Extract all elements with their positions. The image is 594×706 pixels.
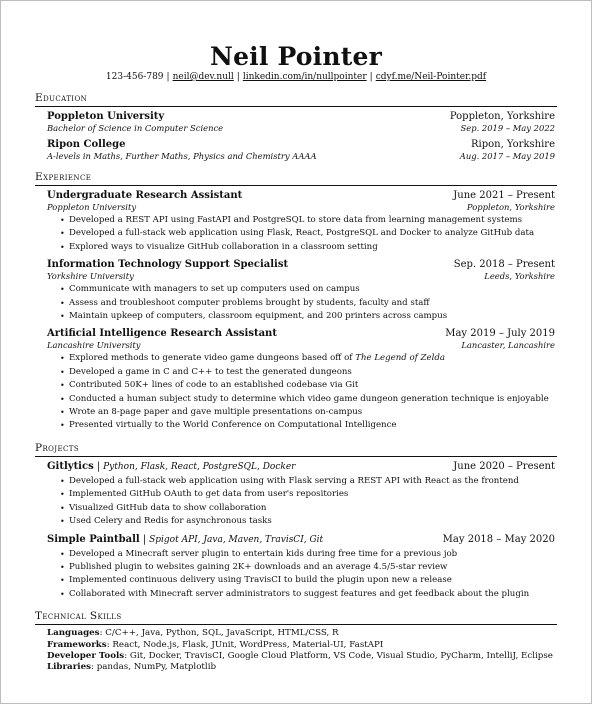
game-title: The Legend of Zelda — [355, 353, 445, 364]
bullet-icon: • — [60, 503, 65, 513]
list-item: • Developed a game in C and C++ to test the generated dungeons — [69, 366, 555, 379]
experience-entry — [47, 258, 555, 323]
job-location: Poppleton, Yorkshire — [466, 202, 555, 212]
bullet-icon: • — [60, 517, 65, 527]
bullet-icon: • — [60, 549, 65, 559]
list-item: • Developed a full-stack web application using with Flask serving a REST API with React as the frontend — [69, 475, 555, 488]
experience-entry — [47, 327, 555, 432]
education-dates: Sep. 2019 – May 2022 — [460, 123, 555, 133]
bullet-icon: • — [60, 589, 65, 599]
list-item: • Visualized GitHub data to show collaboration — [69, 502, 555, 515]
education-entry — [47, 110, 555, 134]
list-item: • Implemented GitHub OAuth to get data from user's repositories — [69, 488, 555, 501]
list-item: • Collaborated with Minecraft server administrators to suggest features and get feedback about the plugin — [69, 588, 555, 601]
school-location: Ripon, Yorkshire — [470, 139, 555, 150]
bullet-icon: • — [60, 576, 65, 586]
person-name: Neil Pointer — [210, 42, 382, 71]
school-name: Poppleton University — [47, 111, 165, 122]
project-name: Simple Paintball — [47, 533, 140, 545]
job-dates: Sep. 2018 – Present — [453, 259, 555, 271]
list-item: • Explored methods to generate video game dungeons based off of The Legend of Zelda — [69, 352, 555, 365]
section-title-skills: Technical Skills — [35, 610, 557, 625]
list-item: • Assess and troubleshoot computer problems brought by students, faculty and staff — [69, 297, 555, 310]
skill-line-libraries: Libraries: pandas, NumPy, Matplotlib — [47, 662, 217, 673]
education-section — [35, 92, 557, 162]
job-role: Artificial Intelligence Research Assistant — [47, 328, 277, 340]
email-link[interactable]: neil@dev.null — [172, 72, 234, 82]
bullet-icon: • — [60, 421, 65, 431]
skill-line-languages: Languages: C/C++, Java, Python, SQL, JavaScript, HTML/CSS, R — [47, 628, 339, 639]
experience-section — [35, 171, 557, 433]
bullet-icon: • — [60, 562, 65, 572]
list-item: • Presented virtually to the World Conference on Computational Intelligence — [69, 419, 555, 432]
skill-line-developer-tools: Developer Tools: Git, Docker, TravisCI, Google Cloud Platform, VS Code, Visual Studio, PyCharm, IntelliJ, Eclipse — [47, 650, 553, 661]
list-item: • Developed a REST API using FastAPI and PostgreSQL to store data from learning management systems — [69, 214, 555, 227]
job-role: Information Technology Support Specialist — [47, 259, 289, 271]
project-entry — [47, 460, 555, 529]
school-name: Ripon College — [47, 139, 126, 150]
education-dates: Aug. 2017 – May 2019 — [459, 151, 555, 161]
list-item: • Maintain upkeep of computers, classroom equipment, and 200 printers across campus — [69, 310, 555, 323]
list-item: • Used Celery and Redis for asynchronous tasks — [69, 515, 555, 528]
job-location: Lancaster, Lancashire — [461, 340, 555, 351]
project-tech-stack: Python, Flask, React, PostgreSQL, Docker — [103, 461, 296, 472]
bullet-icon: • — [60, 381, 65, 391]
bullet-icon: • — [60, 229, 65, 239]
list-item: • Developed a Minecraft server plugin to entertain kids during free time for a previous job — [69, 548, 555, 561]
bullet-icon: • — [60, 216, 65, 225]
linkedin-link[interactable]: linkedin.com/in/nullpointer — [242, 72, 367, 82]
bullet-icon: • — [60, 312, 65, 322]
contact-separator: | — [369, 72, 373, 82]
list-item: • Contributed 50K+ lines of code to an established codebase via Git — [69, 379, 555, 392]
section-title-projects: Projects — [35, 442, 557, 457]
bullet-icon: • — [60, 490, 65, 500]
list-item: • Published plugin to websites gaining 2K+ downloads and an average 4.5/5-star review — [69, 561, 555, 574]
section-title-education: Education — [35, 92, 557, 107]
bullet-icon: • — [60, 367, 65, 377]
project-name: Gitlytics — [47, 460, 94, 472]
project-dates: June 2020 – Present — [453, 460, 555, 472]
phone-number: 123-456-789 — [105, 72, 164, 82]
job-organization: Yorkshire University — [47, 271, 134, 282]
list-item: • Wrote an 8-page paper and gave multiple presentations on-campus — [69, 406, 555, 419]
experience-entry — [47, 189, 555, 254]
job-role: Undergraduate Research Assistant — [47, 190, 243, 201]
contact-separator: | — [166, 72, 170, 82]
bullet-icon: • — [60, 476, 65, 486]
bullet-icon: • — [60, 354, 65, 364]
bullet-icon: • — [60, 394, 65, 404]
project-separator: | — [96, 460, 101, 472]
job-dates: May 2019 – July 2019 — [445, 328, 555, 340]
list-item: • Communicate with managers to set up computers used on campus — [69, 283, 555, 296]
skills-section — [35, 610, 557, 674]
job-organization: Lancashire University — [47, 340, 141, 351]
bullet-icon: • — [60, 298, 65, 308]
project-tech-stack: Spigot API, Java, Maven, TravisCI, Git — [149, 534, 324, 545]
project-entry — [47, 533, 555, 602]
job-dates: June 2021 – Present — [453, 190, 555, 201]
education-entry — [47, 138, 555, 162]
job-organization: Poppleton University — [47, 202, 137, 212]
section-title-experience: Experience — [35, 171, 557, 186]
bullet-icon: • — [60, 242, 65, 252]
degree: A-levels in Maths, Further Maths, Physics and Chemistry AAAA — [47, 151, 317, 161]
school-location: Poppleton, Yorkshire — [449, 111, 555, 122]
contact-separator: | — [236, 72, 240, 82]
list-item: • Developed a full-stack web application using Flask, React, PostgreSQL and Docker to analyze GitHub data — [69, 227, 555, 240]
contact-line — [35, 71, 557, 83]
project-separator: | — [142, 533, 147, 545]
list-item: • Implemented continuous delivery using TravisCI to build the plugin upon new a release — [69, 574, 555, 587]
degree: Bachelor of Science in Computer Science — [47, 123, 224, 133]
bullet-icon: • — [60, 285, 65, 295]
resume-content — [35, 43, 557, 674]
list-item: • Conducted a human subject study to determine which video game dungeon generation technique is enjoyable — [69, 393, 555, 406]
skill-line-frameworks: Frameworks: React, Node.js, Flask, JUnit, WordPress, Material-UI, FastAPI — [47, 639, 384, 650]
job-location: Leeds, Yorkshire — [484, 271, 555, 282]
bullet-icon: • — [60, 408, 65, 418]
projects-section — [35, 442, 557, 601]
resume-pdf-link[interactable]: cdyf.me/Neil-Pointer.pdf — [375, 72, 487, 82]
list-item: • Explored ways to visualize GitHub collaboration in a classroom setting — [69, 241, 555, 254]
project-dates: May 2018 – May 2020 — [442, 533, 555, 545]
